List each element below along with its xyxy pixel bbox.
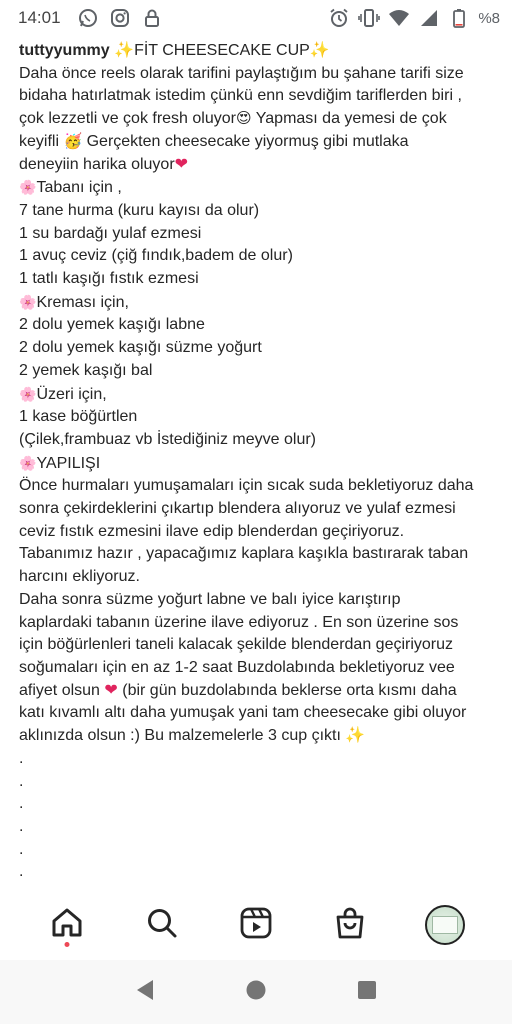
caption-line: ceviz fıstık ezmesini ilave edip blenderdan geçiriyoruz. (19, 522, 405, 540)
caption-dot: . (19, 840, 24, 858)
flower-emoji: 🌸 (19, 454, 37, 471)
bottom-nav (0, 890, 512, 960)
caption-line: 1 tatlı kaşığı fıstık ezmesi (19, 270, 199, 288)
battery-icon (448, 7, 470, 29)
post-caption (19, 40, 505, 884)
caption-line: 🌸Tabanı için , (19, 179, 122, 197)
lock-icon (141, 7, 163, 29)
post-title: FİT CHEESECAKE CUP (134, 42, 310, 59)
reels-icon (239, 906, 273, 945)
heart-emoji: ❤ (174, 155, 189, 173)
caption-line: Daha sonra süzme yoğurt labne ve balı iyice karıştırıp (19, 590, 401, 608)
caption-line: 1 kase böğürtlen (19, 408, 138, 426)
caption-line: bidaha hatırlatmak istedim çünkü enn sevdiğim tariflerden biri , (19, 87, 462, 105)
nav-home[interactable] (41, 899, 93, 951)
caption-line: Önce hurmaları yumuşamaları için sıcak suda bekletiyoruz daha (19, 477, 474, 495)
caption-line: Daha önce reels olarak tarifini paylaştığım bu şahane tarifi size (19, 64, 464, 82)
caption-dot: . (19, 795, 24, 813)
avatar-image (432, 916, 458, 934)
home-button[interactable] (234, 970, 278, 1014)
caption-line: 1 avuç ceviz (çiğ fındık,badem de olur) (19, 247, 293, 265)
search-icon (145, 906, 179, 945)
instagram-icon (109, 7, 131, 29)
notification-dot (65, 942, 70, 947)
partying-emoji: 🥳 (63, 132, 83, 150)
caption-dot: . (19, 863, 24, 881)
back-button[interactable] (123, 970, 167, 1014)
flower-emoji: 🌸 (19, 179, 37, 196)
username[interactable]: tuttyyummy (19, 42, 110, 59)
wifi-icon (388, 7, 410, 29)
caption-line: 🌸Kreması için, (19, 293, 129, 311)
caption-line: aklınızda olsun :) Bu malzemelerle 3 cup çıktı ✨ (19, 727, 366, 745)
caption-line: sonra çekirdeklerini çıkartıp blendera alıyoruz ve yulaf ezmesi (19, 500, 456, 518)
caption-line: (Çilek,frambuaz vb İstediğiniz meyve olur) (19, 430, 316, 448)
caption-line: kaplardaki tabanın üzerine ilave ediyoruz . En son üzerine sos (19, 613, 459, 631)
caption-line: 🌸YAPILIŞI (19, 454, 101, 472)
flower-emoji: 🌸 (19, 385, 37, 402)
flower-emoji: 🌸 (19, 293, 37, 310)
back-triangle-icon (134, 978, 156, 1007)
caption-line: 2 yemek kaşığı bal (19, 361, 153, 379)
caption-line: afiyet olsun ❤ (bir gün buzdolabında beklerse orta kısmı daha (19, 681, 457, 699)
status-right (328, 7, 500, 29)
signal-icon (418, 7, 440, 29)
caption-dot: . (19, 772, 24, 790)
nav-shop[interactable] (324, 899, 376, 951)
profile-avatar (425, 905, 465, 945)
alarm-icon (328, 7, 350, 29)
caption-line: soğumaları için en az 1-2 saat Buzdolabında bekletiyoruz vee (19, 658, 455, 676)
shop-icon (333, 906, 367, 945)
caption-line: deneyiin harika oluyor❤ (19, 155, 189, 173)
status-time: 14:01 (18, 8, 61, 27)
caption-dot: . (19, 817, 24, 835)
home-circle-icon (245, 979, 267, 1006)
recents-button[interactable] (345, 970, 389, 1014)
status-bar (0, 0, 512, 36)
sparkle-emoji: ✨ (114, 42, 135, 59)
nav-reels[interactable] (230, 899, 282, 951)
caption-line: 2 dolu yemek kaşığı süzme yoğurt (19, 339, 262, 357)
recents-square-icon (356, 979, 378, 1006)
caption-line: keyifli 🥳 Gerçekten cheesecake yiyormuş gibi mutlaka (19, 132, 409, 150)
caption-line: 7 tane hurma (kuru kayısı da olur) (19, 201, 260, 219)
battery-percent: %8 (478, 9, 500, 27)
nav-profile[interactable] (419, 899, 471, 951)
heart-eyes-emoji: 😍 (235, 110, 252, 128)
status-left (18, 7, 163, 29)
caption-line: 2 dolu yemek kaşığı labne (19, 316, 205, 334)
system-nav-bar (0, 960, 512, 1024)
caption-line: harcını ekliyoruz. (19, 568, 140, 586)
caption-title-line (19, 40, 505, 63)
caption-line: Tabanımız hazır , yapacağımız kaplara kaşıkla bastırarak taban (19, 545, 469, 563)
caption-line: 1 su bardağı yulaf ezmesi (19, 224, 202, 242)
sparkle-emoji: ✨ (345, 727, 366, 745)
caption-line: 🌸Üzeri için, (19, 385, 107, 403)
sparkle-emoji: ✨ (309, 42, 330, 59)
home-icon (50, 906, 84, 945)
nav-search[interactable] (136, 899, 188, 951)
heart-emoji: ❤ (104, 681, 118, 699)
caption-line: için böğürlenleri taneli kalacak şekilde blenderdan geçiriyoruz (19, 636, 454, 654)
caption-line: çok lezzetli ve çok fresh oluyor😍 Yapması da yemesi de çok (19, 110, 447, 128)
vibrate-icon (358, 7, 380, 29)
whatsapp-icon (77, 7, 99, 29)
caption-dot: . (19, 749, 24, 767)
caption-line: katı kıvamlı altı daha yumuşak yani tam cheesecake gibi oluyor (19, 704, 467, 722)
